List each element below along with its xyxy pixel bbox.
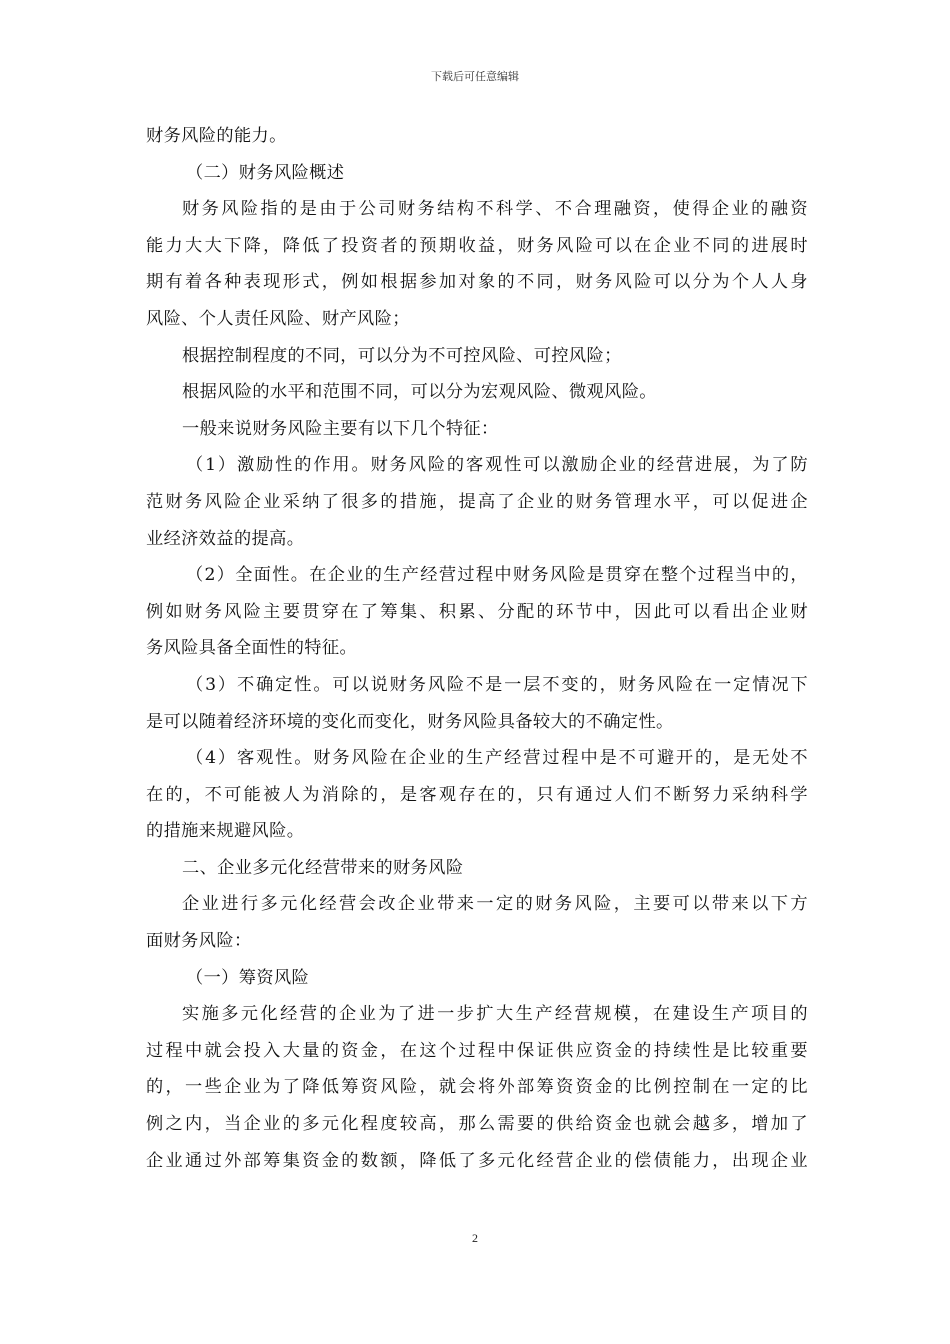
- paragraph-line: 实施多元化经营的企业为了进一步扩大生产经营规模，在建设生产项目的: [182, 1004, 808, 1025]
- section-heading: 二、企业多元化经营带来的财务风险: [182, 857, 464, 878]
- paragraph-line: 的措施来规避风险。: [146, 821, 305, 842]
- paragraph-line: 根据控制程度的不同，可以分为不可控风险、可控风险；: [182, 345, 622, 366]
- paragraph-line: 过程中就会投入大量的资金，在这个过程中保证供应资金的持续性是比较重要: [146, 1040, 808, 1061]
- paragraph-line: 风险、个人责任风险、财产风险；: [146, 308, 410, 329]
- section-heading: （一）筹资风险: [186, 967, 310, 988]
- paragraph-line: 例之内，当企业的多元化程度较高，那么需要的供给资金也就会越多，增加了: [146, 1114, 808, 1135]
- paragraph-line: 面财务风险：: [146, 931, 252, 952]
- paragraph-line: 能力大大下降，降低了投资者的预期收益，财务风险可以在企业不同的进展时: [146, 235, 808, 256]
- paragraph-line: 例如财务风险主要贯穿在了筹集、积累、分配的环节中，因此可以看出企业财: [146, 601, 808, 622]
- paragraph-line: （3）不确定性。可以说财务风险不是一层不变的，财务风险在一定情况下: [186, 674, 808, 695]
- paragraph-line: 在的，不可能被人为消除的，是客观存在的，只有通过人们不断努力采纳科学: [146, 784, 808, 805]
- paragraph-line: 期有着各种表现形式，例如根据参加对象的不同，财务风险可以分为个人人身: [146, 272, 808, 293]
- paragraph-line: 企业通过外部筹集资金的数额，降低了多元化经营企业的偿债能力，出现企业: [146, 1150, 808, 1171]
- section-heading: （二）财务风险概述: [186, 162, 345, 183]
- paragraph-line: 财务风险指的是由于公司财务结构不科学、不合理融资，使得企业的融资: [182, 199, 808, 220]
- paragraph-line: 财务风险的能力。: [146, 126, 287, 146]
- paragraph-line: 业经济效益的提高。: [146, 528, 305, 549]
- paragraph-line: 范财务风险企业采纳了很多的措施，提高了企业的财务管理水平，可以促进企: [146, 491, 808, 512]
- paragraph-line: （2）全面性。在企业的生产经营过程中财务风险是贯穿在整个过程当中的，: [186, 565, 808, 586]
- paragraph-line: 根据风险的水平和范围不同，可以分为宏观风险、微观风险。: [182, 382, 657, 403]
- paragraph-line: 一般来说财务风险主要有以下几个特征：: [182, 418, 499, 439]
- page-number: 2: [472, 1231, 478, 1245]
- page-header: 下载后可任意编辑: [431, 70, 519, 83]
- paragraph-line: （4）客观性。财务风险在企业的生产经营过程中是不可避开的，是无处不: [186, 748, 808, 769]
- paragraph-line: 务风险具备全面性的特征。: [146, 638, 358, 659]
- paragraph-line: （1）激励性的作用。财务风险的客观性可以激励企业的经营进展，为了防: [186, 455, 808, 476]
- paragraph-line: 是可以随着经济环境的变化而变化，财务风险具备较大的不确定性。: [146, 711, 674, 732]
- document-body: [146, 118, 808, 1179]
- paragraph-line: 的，一些企业为了降低筹资风险，就会将外部筹资资金的比例控制在一定的比: [146, 1077, 808, 1098]
- paragraph-line: 企业进行多元化经营会改企业带来一定的财务风险，主要可以带来以下方: [182, 894, 808, 915]
